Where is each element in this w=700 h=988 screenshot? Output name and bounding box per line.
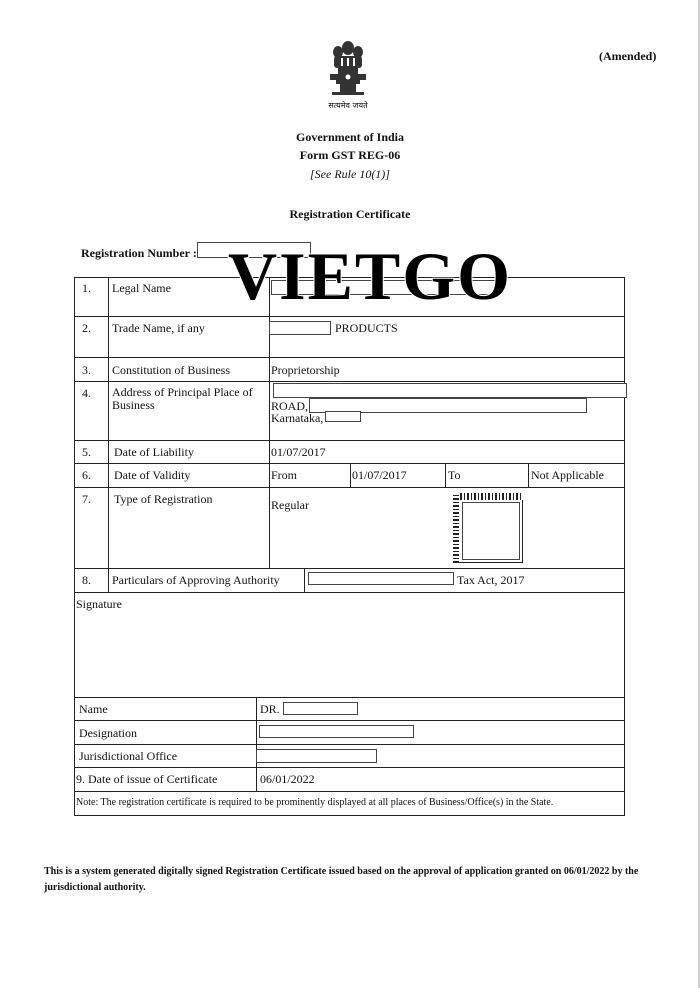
type-of-registration-value: Regular: [271, 498, 309, 512]
validity-from-value: 01/07/2017: [352, 468, 407, 482]
row-number: 5.: [82, 445, 91, 459]
approving-authority-redacted: [308, 572, 454, 585]
address-line1-redacted: [273, 383, 627, 398]
qr-code: [453, 493, 523, 563]
approving-authority-label: Particulars of Approving Authority: [112, 573, 280, 587]
date-of-issue-label: 9. Date of issue of Certificate: [76, 772, 218, 786]
row-number: 4.: [82, 386, 91, 400]
vietgo-watermark: VIETGO: [228, 238, 513, 314]
date-of-validity-label: Date of Validity: [114, 468, 191, 482]
display-note: Note: The registration certificate is required to be prominently displayed at all places of Business/Office(s) in the State.: [76, 797, 554, 808]
officer-name-label: Name: [79, 702, 108, 716]
trade-name-value: PRODUCTS: [335, 321, 398, 335]
government-heading: Government of India: [296, 130, 404, 144]
legal-name-label: Legal Name: [112, 281, 171, 295]
constitution-label: Constitution of Business: [112, 363, 231, 377]
row-number: 3.: [82, 363, 91, 377]
rule-reference: [See Rule 10(1)]: [310, 167, 390, 181]
address-label: Address of Principal Place of Business: [112, 385, 253, 412]
designation-label: Designation: [79, 726, 137, 740]
signature-label: Signature: [76, 597, 122, 611]
officer-name-value: DR.: [260, 702, 280, 716]
officer-name-redacted: [283, 702, 358, 715]
validity-from-label: From: [271, 468, 298, 482]
validity-to-label: To: [448, 468, 461, 482]
address-line3-redacted: [325, 411, 361, 422]
amended-label: (Amended): [599, 49, 657, 63]
trade-name-label: Trade Name, if any: [112, 321, 205, 335]
row-number: 7.: [82, 492, 91, 506]
address-value-line1: ROAD,: [271, 399, 309, 413]
jurisdictional-office-label: Jurisdictional Office: [79, 749, 178, 763]
validity-to-value: Not Applicable: [531, 468, 604, 482]
approving-authority-value: Tax Act, 2017: [457, 573, 525, 587]
row-number: 2.: [82, 321, 91, 335]
row-number: 6.: [82, 468, 91, 482]
constitution-value: Proprietorship: [271, 363, 340, 377]
registration-number-label: Registration Number :: [81, 246, 197, 260]
national-emblem-icon: [324, 38, 372, 100]
form-heading: Form GST REG-06: [299, 148, 401, 162]
certificate-title: Registration Certificate: [289, 207, 411, 221]
date-of-issue-value: 06/01/2022: [260, 772, 315, 786]
address-value-line2: Karnataka,: [271, 411, 324, 425]
date-of-liability-label: Date of Liability: [114, 445, 194, 459]
footer-statement: This is a system generated digitally signed Registration Certificate issued based on the approval of application granted on 06/01/2022 by the jurisdictional authority.: [44, 866, 639, 893]
row-number: 8.: [82, 573, 91, 587]
jurisdictional-office-redacted: [256, 749, 377, 763]
emblem-motto: सत्यमेव जयते: [328, 101, 368, 110]
date-of-liability-value: 01/07/2017: [271, 445, 326, 459]
type-of-registration-label: Type of Registration: [114, 492, 213, 506]
designation-redacted: [259, 725, 414, 738]
trade-name-redacted: [269, 321, 331, 335]
row-number: 1.: [82, 281, 91, 295]
